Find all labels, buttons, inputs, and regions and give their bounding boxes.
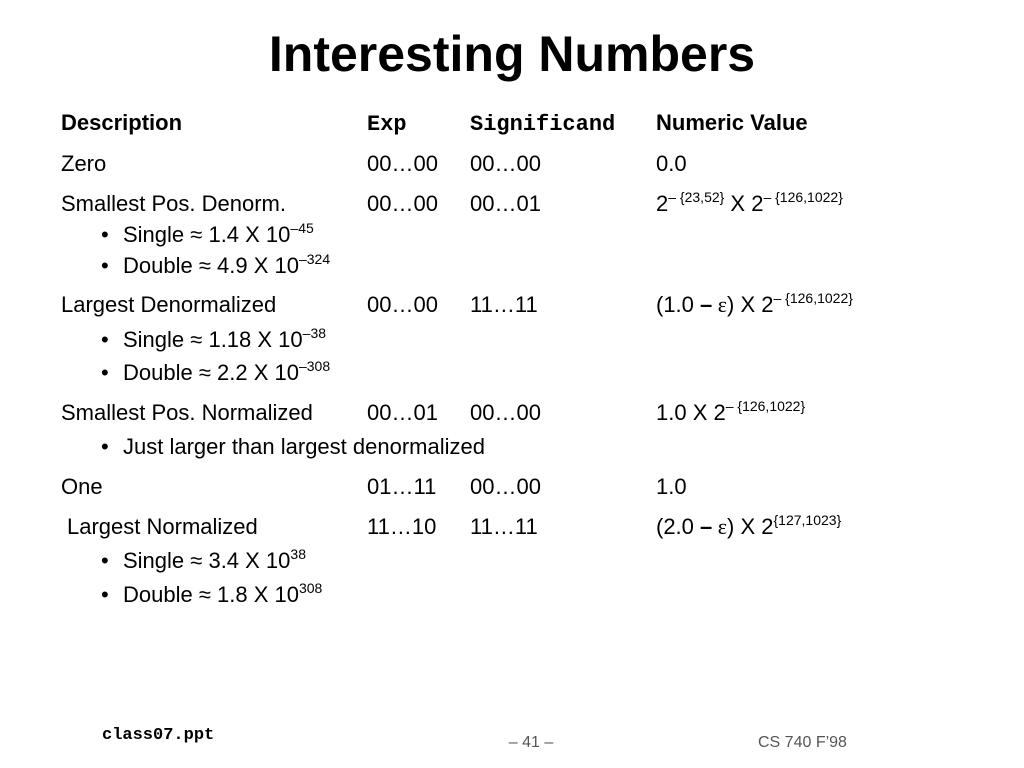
row-spd-value: $2^{- \{23,52\}}$ X $2^{- \{126,1022\}}$ <box>656 189 843 216</box>
row-zero-exp: 00…00 <box>367 151 438 176</box>
bullet-spd-single: • Single ≈ 1.4 X $10^{-45}$ <box>123 222 314 250</box>
row-zero-value: 0.0 <box>656 151 687 176</box>
row-ld-description: Largest Denormalized <box>61 292 277 317</box>
footer-page-number: – 41 – <box>508 734 554 751</box>
row-spn-description: Smallest Pos. Normalized <box>61 400 313 425</box>
footer-filename: class07.ppt <box>102 726 215 745</box>
row-spn-exp: 00…01 <box>367 400 438 425</box>
row-ld-exp: 00…00 <box>367 292 438 317</box>
bullet-ld-single: • Single ≈ 1.18 X $10^{-38}$ <box>123 327 326 355</box>
row-ln-value: (2.0 – ε) X $2^{\{127,1023\}}$ <box>656 512 842 539</box>
row-spd-exp: 00…00 <box>367 191 438 216</box>
row-zero-description: Zero <box>61 151 107 176</box>
header-significand: Significand <box>470 112 616 137</box>
slide-title: Interesting Numbers <box>268 26 756 82</box>
header-exp: Exp <box>367 112 407 137</box>
bullet-ln-single: • Single ≈ 3.4 X $10^{38}$ <box>123 548 306 576</box>
row-one-exp: 01…11 <box>367 474 437 499</box>
row-one-significand: 00…00 <box>470 474 541 499</box>
row-ln-description: Largest Normalized <box>67 514 258 539</box>
row-spd-description: Smallest Pos. Denorm. <box>61 191 286 216</box>
row-ld-value: (1.0 – ε) X $2^{- \{126,1022\}}$ <box>656 290 853 317</box>
header-numeric-value: Numeric Value <box>656 110 808 135</box>
row-ld-significand: 11…11 <box>470 292 538 317</box>
row-zero-significand: 00…00 <box>470 151 541 176</box>
row-ln-significand: 11…11 <box>470 514 538 539</box>
header-description: Description <box>61 110 183 135</box>
row-spd-significand: 00…01 <box>470 191 541 216</box>
footer-course: CS 740 F’98 <box>758 734 847 751</box>
bullet-spn-note: • Just larger than largest denormalized <box>123 434 485 460</box>
row-one-value: 1.0 <box>656 474 687 499</box>
row-spn-value: 1.0 X $2^{- \{126,1022\}}$ <box>656 398 806 425</box>
row-ln-exp: 11…10 <box>367 514 437 539</box>
bullet-ld-double: • Double ≈ 2.2 X $10^{-308}$ <box>123 360 330 388</box>
bullet-spd-double: • Double ≈ 4.9 X $10^{-324}$ <box>123 253 330 281</box>
bullet-ln-double: • Double ≈ 1.8 X $10^{308}$ <box>123 582 322 610</box>
row-one-description: One <box>61 474 103 499</box>
row-spn-significand: 00…00 <box>470 400 541 425</box>
